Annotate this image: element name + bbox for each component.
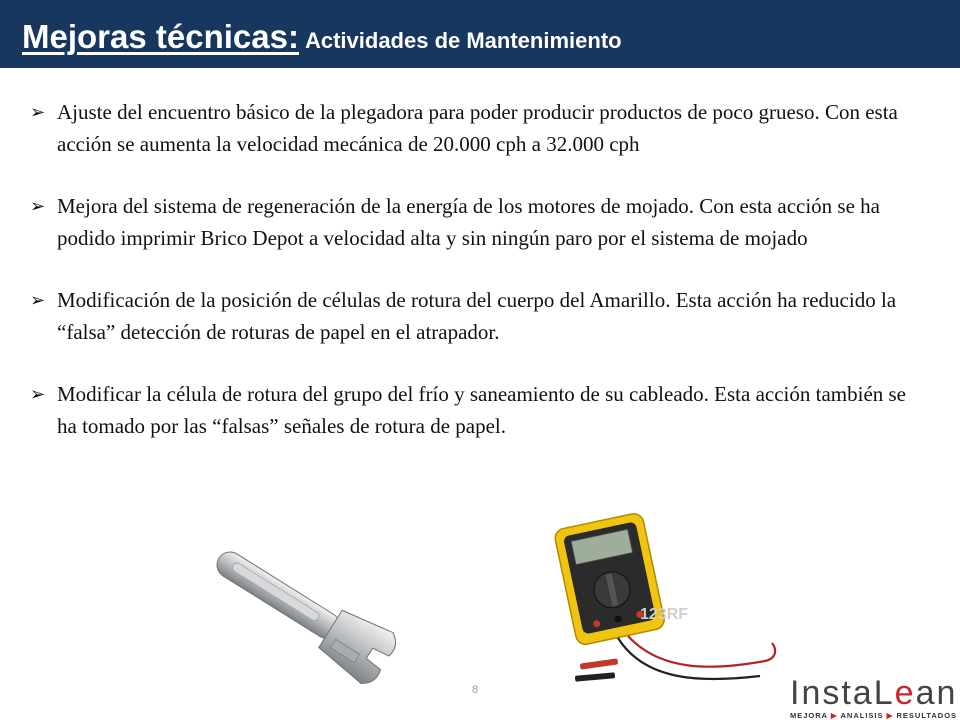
instalean-logo — [790, 674, 958, 720]
arrow-bullet-icon: ➢ — [30, 102, 46, 123]
arrow-bullet-icon: ➢ — [30, 384, 46, 405]
title-subtitle: Actividades de Mantenimiento — [304, 28, 622, 53]
logo-wordmark: InstaLean — [790, 674, 958, 712]
slide-header — [0, 0, 960, 68]
bullet-text: Mejora del sistema de regeneración de la energía de los motores de mojado. Con esta acción se ha podido imprimir Brico Depot a velocidad alta y sin ningún paro por el sistema de mojado — [57, 194, 880, 250]
adjustable-wrench-image — [185, 521, 425, 705]
watermark-text: 123RF — [640, 606, 689, 623]
bullet-item — [30, 97, 930, 160]
arrow-bullet-icon: ➢ — [30, 290, 46, 311]
arrow-bullet-icon: ➢ — [30, 196, 46, 217]
bullet-text: Modificar la célula de rotura del grupo del frío y saneamiento de su cableado. Esta acción también se ha tomado por las “falsas” señales de rotura de papel. — [57, 382, 907, 438]
bullet-text: Modificación de la posición de células de rotura del cuerpo del Amarillo. Esta acción ha reducido la “falsa” detección de roturas de papel en el atrapador. — [57, 288, 897, 344]
bullet-item — [30, 285, 930, 348]
bullet-item — [30, 191, 930, 254]
bullet-list — [30, 97, 930, 473]
page-number: 8 — [472, 684, 479, 696]
bullet-item — [30, 379, 930, 442]
digital-multimeter-image — [510, 511, 784, 691]
title-main: Mejoras técnicas: — [22, 18, 299, 55]
bullet-text: Ajuste del encuentro básico de la plegadora para poder producir productos de poco grueso. Con esta acción se aumenta la velocidad mecánica de 20.000 cph a 32.000 cph — [57, 100, 898, 156]
slide-title — [22, 18, 622, 56]
logo-tagline: MEJORA ▶ ANALISIS ▶ RESULTADOS — [790, 711, 958, 720]
